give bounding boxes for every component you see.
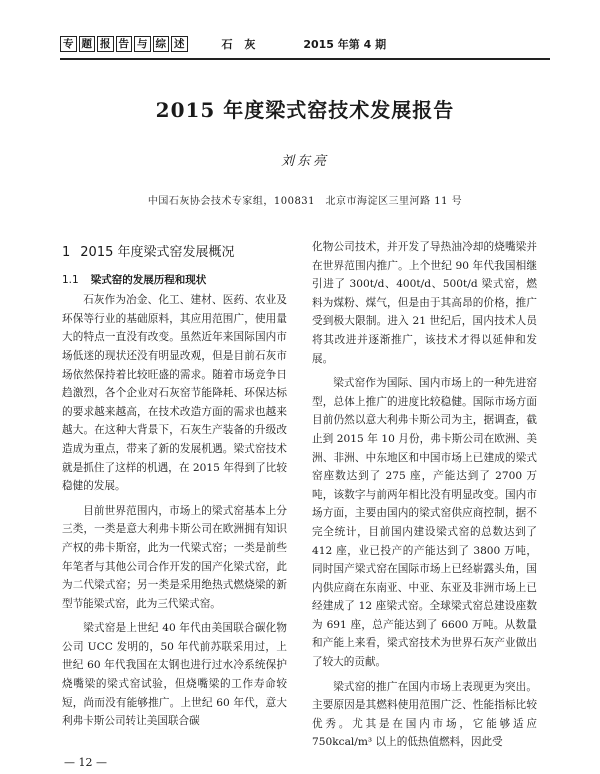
body-paragraph: 目前世界范围内，市场上的梁式窑基本上分三类，一类是意大利弗卡斯公司在欧洲拥有知识产权的弗卡斯窑，此为一代梁式窑；一类是前些年笔者与其他公司合作开发的国产化梁式窑，此为二代梁式窑；另一类是采用绝热式燃烧梁的新型节能梁式窑，此为三代梁式窑。 (62, 504, 287, 610)
section-heading (62, 244, 287, 263)
author-name: 刘东亮 (280, 154, 329, 169)
left-column (62, 240, 287, 737)
subsection-heading (62, 271, 287, 290)
body-paragraph: 化物公司技术，并开发了导热油冷却的烧嘴梁并在世界范围内推广。上个世纪 90 年代我国相继引进了 300t/d、400t/d、500t/d 梁式窑，燃料为煤粉、煤气，但是由于其高昂的价格，推广受到极大限制。进入 21 世纪后，国内技术人员将其改进并逐渐推广，该技术才得以延伸和发展。 (312, 241, 537, 365)
body-paragraph: 梁式窑是上世纪 40 年代由美国联合碳化物公司 UCC 发明的，50 年代前苏联采用过，上世纪 60 年代我国在太钢也进行过水冷系统保护烧嘴梁的梁式窑试验，但烧嘴梁的工作寿命较短，尚而没有能够推广。上世纪 60 年代，意大利弗卡斯公司转让美国联合碳 (62, 622, 287, 728)
section-number: 1 (62, 245, 71, 260)
column-char: 报 (97, 36, 114, 52)
column-char: 述 (171, 36, 188, 52)
column-char: 题 (79, 36, 96, 52)
column-char: 与 (134, 36, 151, 52)
subsection-title: 梁式窑的发展历程和现状 (90, 273, 207, 286)
header-divider (60, 58, 550, 60)
body-paragraph: 梁式窑的推广在国内市场上表现更为突出。主要原因是其燃料使用范围广泛、性能指标比较优秀。尤其是在国内市场，它能够适应 750kcal/m³ 以上的低热值燃料，因此受 (312, 680, 537, 749)
column-label (60, 36, 188, 52)
author-affiliation: 中国石灰协会技术专家组，100831 北京市海淀区三里河路 11 号 (147, 196, 463, 207)
right-column (312, 238, 537, 758)
column-char: 专 (60, 36, 77, 52)
body-paragraph: 石灰作为冶金、化工、建材、医药、农业及环保等行业的基础原料，其应用范围广，使用量大的特点一直没有改变。虽然近年来国际国内市场低迷的现状还没有明显改观，但是目前石灰市场依然保持着比较旺盛的需求。随着市场竞争日趋激烈，各个企业对石灰窑节能降耗、环保达标的要求越来越高，在技术改造方面的需求也越来越大。在这种大背景下，石灰生产装备的升级改造成为重点，带来了新的发展机遇。梁式窑技术就是抓住了这样的机遇，在 2015 年得到了比较稳健的发展。 (62, 294, 287, 493)
article-title: 2015 年度梁式窑技术发展报告 (155, 98, 455, 122)
column-char: 告 (116, 36, 133, 52)
column-char: 综 (153, 36, 170, 52)
section-title: 2015 年度梁式窑发展概况 (80, 245, 235, 260)
journal-name: 石 灰 (221, 38, 260, 51)
running-header (60, 34, 550, 54)
body-paragraph: 梁式窑作为国际、国内市场上的一种先进窑型，总体上推广的进度比较稳健。国际市场方面目前仍然以意大利弗卡斯公司为主，据调查，截止到 2015 年 10 月份，弗卡斯公司在欧洲、美洲、非洲、中东地区和中国市场上已建成的梁式窑座数达到了 275 座，产能达到了 2700 万吨，该数字与前两年相比没有明显改变。国内市场方面，主要由国内的梁式窑供应商控制，据不完全统计，目前国内建设梁式窑的总数达到了 412 座，业已投产的产能达到了 3800 万吨，同时国产梁式窑在国际市场上已经崭露头角，国内供应商在东南亚、中亚、东亚及非洲市场上已经建成了 12 座梁式窑。全球梁式窑总建设座数为 691 座，总产能达到了 6600 万吨。从数量和产能上来看，梁式窑技术为世界石灰产业做出了较大的贡献。 (312, 377, 537, 669)
issue-label: 2015 年第 4 期 (303, 38, 387, 51)
page-number: — 12 — (64, 756, 107, 769)
subsection-number: 1.1 (62, 273, 79, 286)
